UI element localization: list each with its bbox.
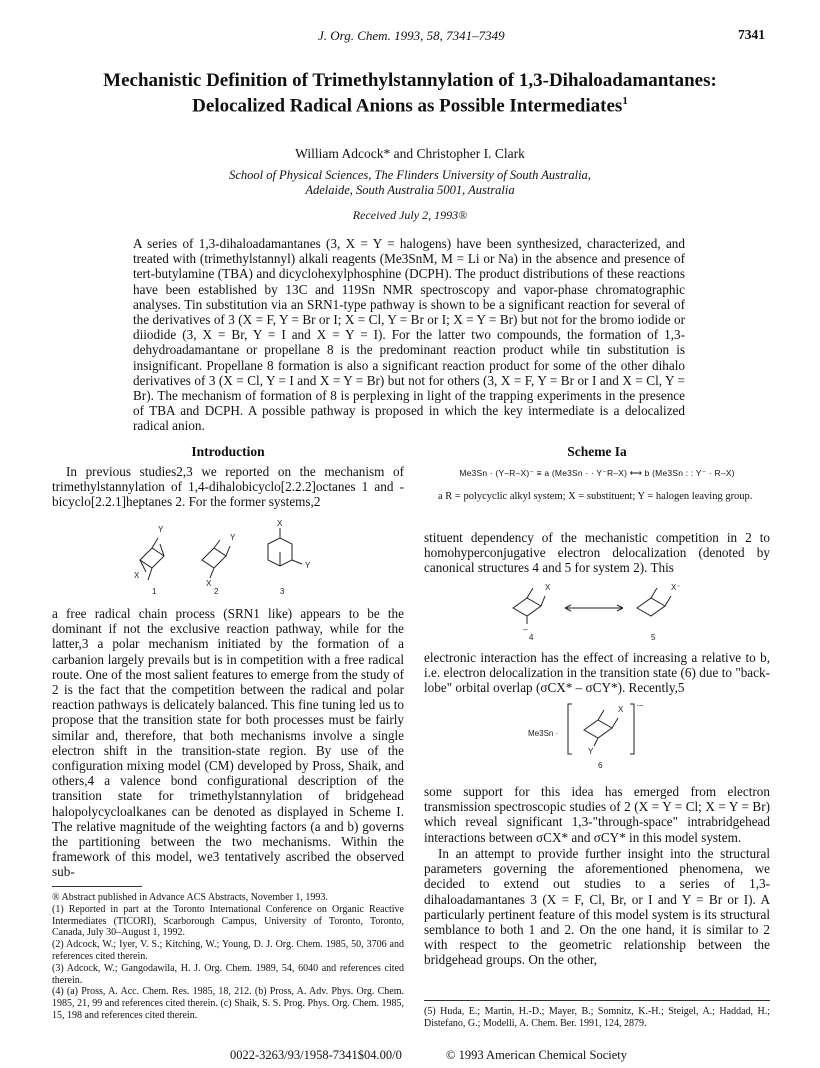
svg-text:X: X: [277, 520, 283, 528]
structures-1-2-3-figure: [130, 520, 330, 595]
journal-header: J. Org. Chem. 1993, 58, 7341–7349: [318, 28, 505, 43]
svg-text:–: –: [523, 625, 528, 634]
footnote-divider-right: [424, 1000, 770, 1001]
svg-text:X⁻: X⁻: [671, 583, 681, 592]
section-heading-introduction: Introduction: [191, 444, 265, 459]
footnote-abstract: ® Abstract published in Advance ACS Abstracts, November 1, 1993.: [52, 892, 328, 903]
structure-label-4: 4: [529, 633, 534, 642]
footer-code: 0022-3263/93/1958-7341$04.00/0: [230, 1048, 402, 1062]
footnote-1: (1) Reported in part at the Toronto International Conference on Organic Reactive Intermediates (TICORI), Scarborough Campus, University of Toronto, Toronto, Canada, July 30–August 1, 1992.: [52, 903, 404, 939]
structures-4-5-figure: [505, 578, 695, 644]
structure-4: [513, 588, 545, 624]
right-paragraph-2: electronic interaction has the effect of increasing a relative to b, i.e. electron delocalization in the transition state (6) due to "back-lobe" orbital overlap (σCX* – σCY*). Recently,5: [424, 650, 770, 696]
structure-label-1: 1: [152, 587, 157, 595]
structure-5: [637, 588, 671, 616]
structure-3: [268, 528, 302, 566]
footnote-divider: [52, 886, 142, 887]
article-title: Mechanistic Definition of Trimethylstannylation of 1,3-Dihaloadamantanes: Delocalized Radical Anions as Possible Intermediates$^1$: [103, 70, 717, 117]
footnote-3: (3) Adcock, W.; Gangodawila, H. J. Org. Chem. 1989, 54, 6040 and references cited therein.: [52, 962, 404, 986]
abstract: A series of 1,3-dihaloadamantanes (3, X = Y = halogens) have been synthesized, characterized, and treated with (trimethylstannyl) alkali reagents (Me3SnM, M = Li or Na) in the absence and presence of tert-butylamine (TBA) and dicyclohexylphosphine (DCPH). The product distributions of these reactions have been established by 13C and 119Sn NMR spectroscopy and vapor-phase chromatographic analyses. Tin substitution via an SRN1-type pathway is shown to be a significant reaction for several of the derivatives of 3 (X = F, Y = Br or I; X = Cl, Y = Br or I; X = Y = Br) but not for the bromo iodide or diiodide (3, X = Br, Y = I and X = Y = I). For the latter two compounds, the formation of 1,3-dehydroadamantane or propellane 8 is the predominant reaction product while tin substitution is insignificant. Propellane 8 formation is also a significant reaction product for some of the other dihalo derivatives of 3 (X = Cl, Y = I and X = Y = Br) but not for others (3, X = F, Y = Br or I and X = Cl, Y = Br). The mechanism of formation of 8 is perplexing in light of the trapping experiments in the presence of TBA and DCPH. A possible pathway is proposed in which the key intermediate is a delocalized radical anion.: [133, 236, 685, 434]
svg-text:X: X: [134, 571, 140, 580]
footnotes-left: [52, 892, 404, 1022]
scheme-equation: Me3Sn · (Y–R–X)⁻ ≡ a (Me3Sn · · Y⁻R–X) ⟷ b (Me3Sn : : Y⁻ · R–X): [459, 468, 735, 478]
affiliation: School of Physical Sciences, The Flinders University of South Australia, Adelaide, South Australia 5001, Australia: [229, 168, 591, 197]
svg-text:X: X: [545, 583, 551, 592]
intro-paragraph-1: In previous studies2,3 we reported on the mechanism of trimethylstannylation of 1,4-dihalobicyclo[2.2.2]octanes 1 and -bicyclo[2.2.1]heptanes 2. For the former systems,2: [52, 464, 404, 510]
footnote-5: (5) Huda, E.; Martin, H.-D.; Mayer, B.; Somnitz, K.-H.; Steigel, A.; Haddad, H.; Distefano, G.; Modelli, A. Chem. Ber. 1991, 124, 2879.: [424, 1006, 770, 1029]
footnote-2: (2) Adcock, W.; Iyer, V. S.; Kitching, W.; Young, D. J. Org. Chem. 1985, 50, 3706 and references cited therein.: [52, 939, 404, 962]
svg-text:Y: Y: [588, 747, 594, 756]
structure-6-prefix: Me3Sn ·: [528, 729, 559, 738]
structure-label-3: 3: [280, 587, 285, 595]
svg-text:Y: Y: [305, 561, 311, 570]
right-paragraph-4: In an attempt to provide further insight into the structural parameters governing the aforementioned phenomena, we decided to extend out studies to a series of 1,3-dihaloadamantanes 3 (X = F, Cl, Br, or I and Y = Br or I). A particularly pertinent feature of this model system is its structural semblance to both 1 and 2. On the one hand, it is similar to 2 with respect to the geometric relationship between the bridgehead groups. On the other,: [424, 846, 770, 968]
received-date: Received July 2, 1993®: [352, 208, 468, 222]
structure-6-bracket: [568, 704, 634, 754]
right-paragraph-3: some support for this idea has emerged from electron transmission spectroscopic studies of 2 (X = Y = Cl; X = Y = Br) which reveal significant 1,3-"through-space" intrabridgehead interactions between σCX* and σCY* in this model system.: [424, 784, 770, 845]
structure-label-2: 2: [214, 587, 219, 595]
svg-text:·−: ·−: [636, 701, 644, 710]
footer-copyright: © 1993 American Chemical Society: [446, 1048, 627, 1062]
structure-6-figure: [528, 698, 668, 770]
structure-1: [140, 538, 164, 580]
structure-6: [584, 710, 618, 746]
svg-text:X: X: [206, 579, 212, 588]
structure-2: [202, 540, 230, 578]
scheme-note: a R = polycyclic alkyl system; X = substituent; Y = halogen leaving group.: [438, 491, 753, 502]
page-number: 7341: [738, 27, 765, 42]
structure-label-6: 6: [598, 761, 603, 770]
svg-text:Y: Y: [230, 533, 236, 542]
structure-label-5: 5: [651, 633, 656, 642]
authors: William Adcock* and Christopher I. Clark: [295, 146, 525, 161]
svg-text:X: X: [618, 705, 624, 714]
right-paragraph-1: stituent dependency of the mechanistic competition in 2 to homohyperconjugative electron delocalization (denoted by canonical structures 4 and 5 for system 2). This: [424, 530, 770, 576]
scheme-heading: Scheme Ia: [567, 444, 627, 459]
svg-text:Y: Y: [158, 525, 164, 534]
resonance-arrow: [565, 605, 623, 611]
intro-paragraph-2: a free radical chain process (SRN1 like) appears to be the dominant if not the exclusive reaction pathway, while for the latter,3 a polar mechanism initiated by the formation of a carbanion largely prevails but is in competition with a free radical route. One of the most salient features to emerge from the study of 2 is the fact that the competition between the radical and polar reaction pathways is delicately balanced. This fine tuning led us to propose that the transition state for both processes must be fairly similar and, therefore, that both mechanisms involve a single electron shift in the transition-state region. By use of the configuration mixing model (CM) developed by Pross, Shaik, and others,4 a valence bond configurational description of the transition state for trimethylstannylation of bridgehead halopolycycloalkanes can be denoted as displayed in Scheme I. The relative magnitude of the weighting factors (a and b) governs the partitioning between the two mechanisms. Within the framework of this model, we3 tentatively ascribed the observed sub-: [52, 606, 404, 880]
footnote-4: (4) (a) Pross, A. Acc. Chem. Res. 1985, 18, 212. (b) Pross, A. Adv. Phys. Org. Chem. 1985, 21, 99 and references cited therein. (c) Shaik, S. S. Prog. Phys. Org. Chem. 1985, 15, 198 and references cited therein.: [52, 986, 404, 1021]
